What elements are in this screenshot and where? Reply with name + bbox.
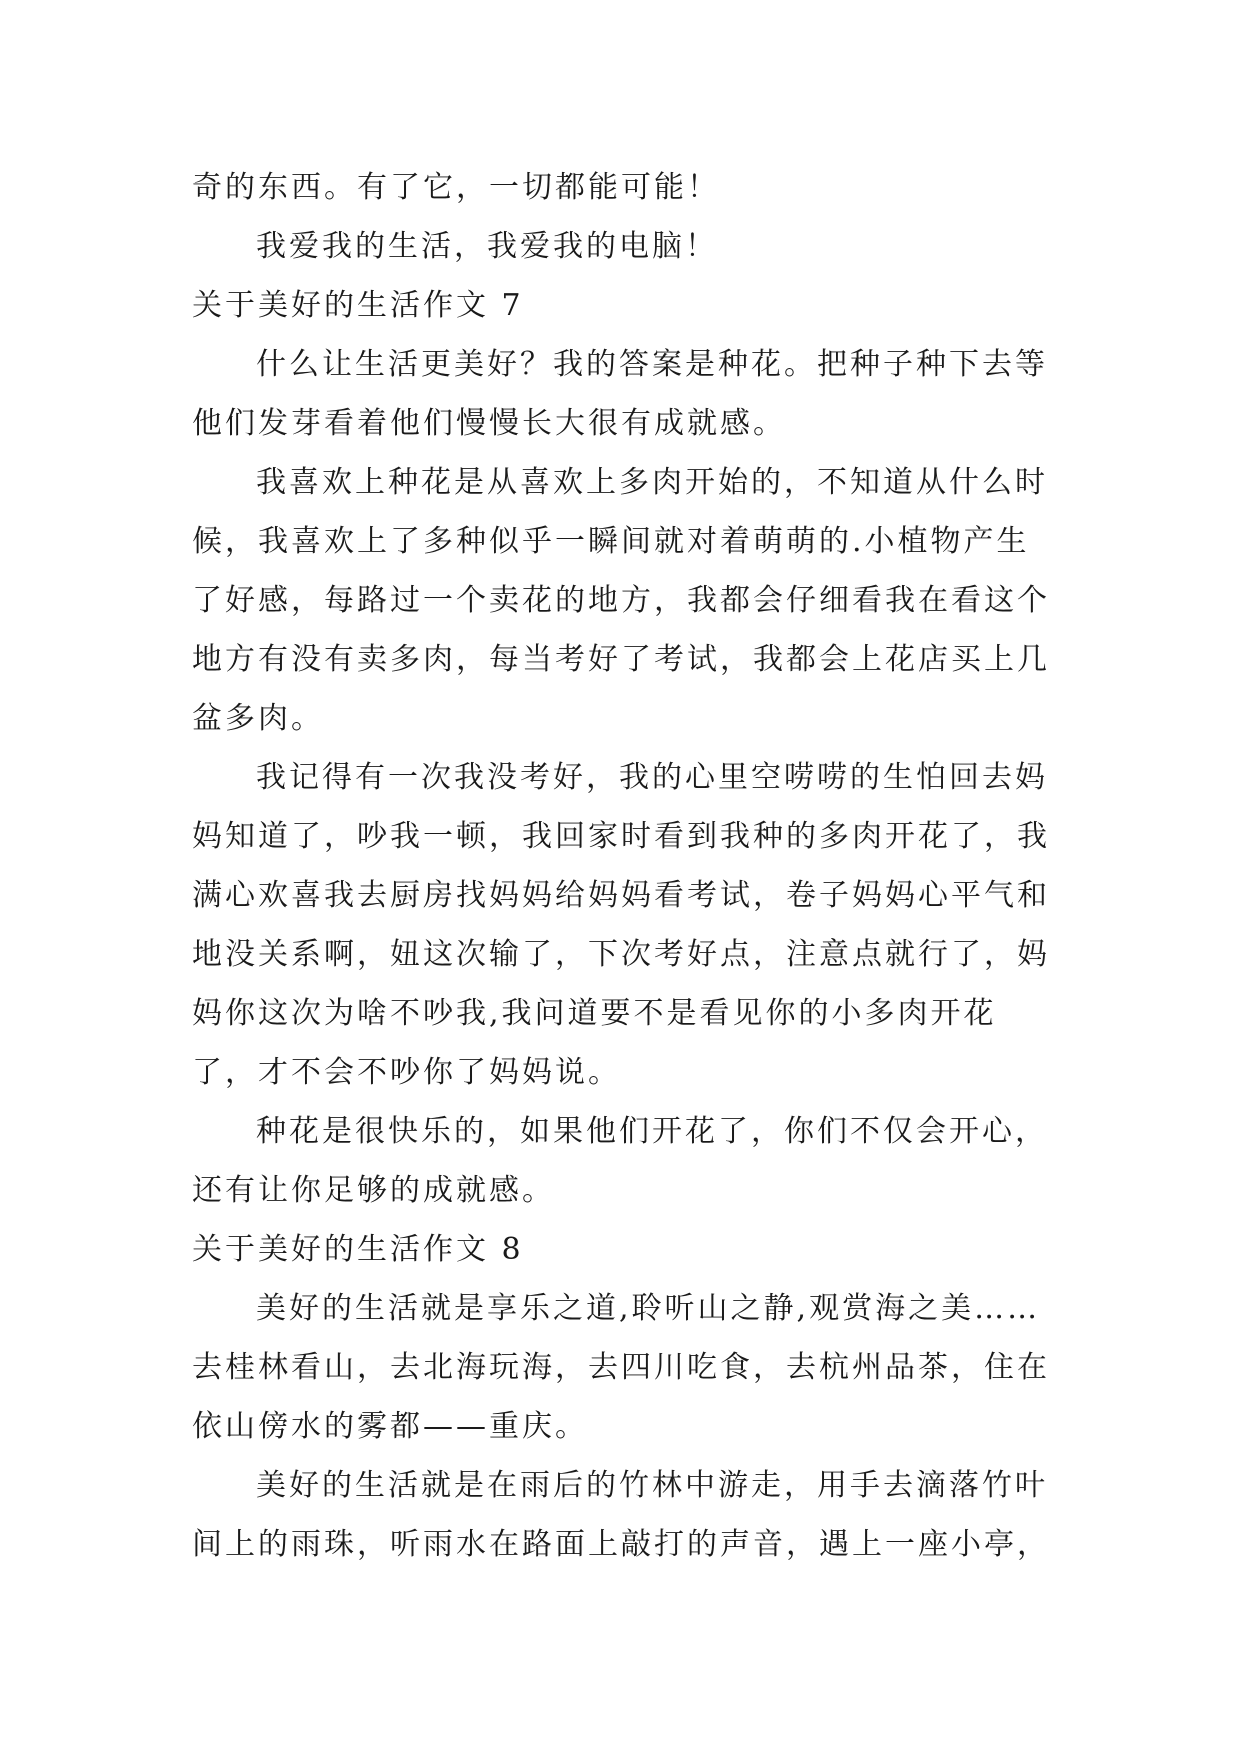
continuation-line: 奇的东西。有了它，一切都能可能！ bbox=[192, 170, 720, 205]
paragraph: 我记得有一次我没考好，我的心里空唠唠的生怕回去妈妈知道了，吵我一顿，我回家时看到我种的多肉开花了，我满心欢喜我去厨房找妈妈给妈妈看考试，卷子妈妈心平气和地没关系啊，妞这次输了，下次考好点，注意点就行了，妈妈你这次为啥不吵我,我问道要不是看见你的小多肉开花了，才不会不吵你了妈妈说。 bbox=[192, 760, 1050, 1090]
section-heading: 关于美好的生活作文 7 bbox=[192, 288, 524, 323]
document-body bbox=[192, 158, 1052, 1574]
paragraph: 种花是很快乐的，如果他们开花了，你们不仅会开心，还有让你足够的成就感。 bbox=[192, 1114, 1048, 1208]
paragraph: 美好的生活就是在雨后的竹林中游走，用手去滴落竹叶间上的雨珠，听雨水在路面上敲打的声音，遇上一座小亭， bbox=[192, 1468, 1050, 1562]
paragraph: 我爱我的生活，我爱我的电脑！ bbox=[256, 229, 718, 264]
paragraph: 美好的生活就是享乐之道,聆听山之静,观赏海之美……去桂林看山，去北海玩海，去四川吃食，去杭州品茶，住在依山傍水的雾都——重庆。 bbox=[192, 1291, 1050, 1444]
paragraph: 什么让生活更美好？我的答案是种花。把种子种下去等他们发芽看着他们慢慢长大很有成就感。 bbox=[192, 347, 1048, 441]
paragraph: 我喜欢上种花是从喜欢上多肉开始的，不知道从什么时候，我喜欢上了多种似乎一瞬间就对着萌萌的.小植物产生了好感，每路过一个卖花的地方，我都会仔细看我在看这个地方有没有卖多肉，每当考好了考试，我都会上花店买上几盆多肉。 bbox=[192, 465, 1050, 736]
section-heading: 关于美好的生活作文 8 bbox=[192, 1232, 524, 1267]
